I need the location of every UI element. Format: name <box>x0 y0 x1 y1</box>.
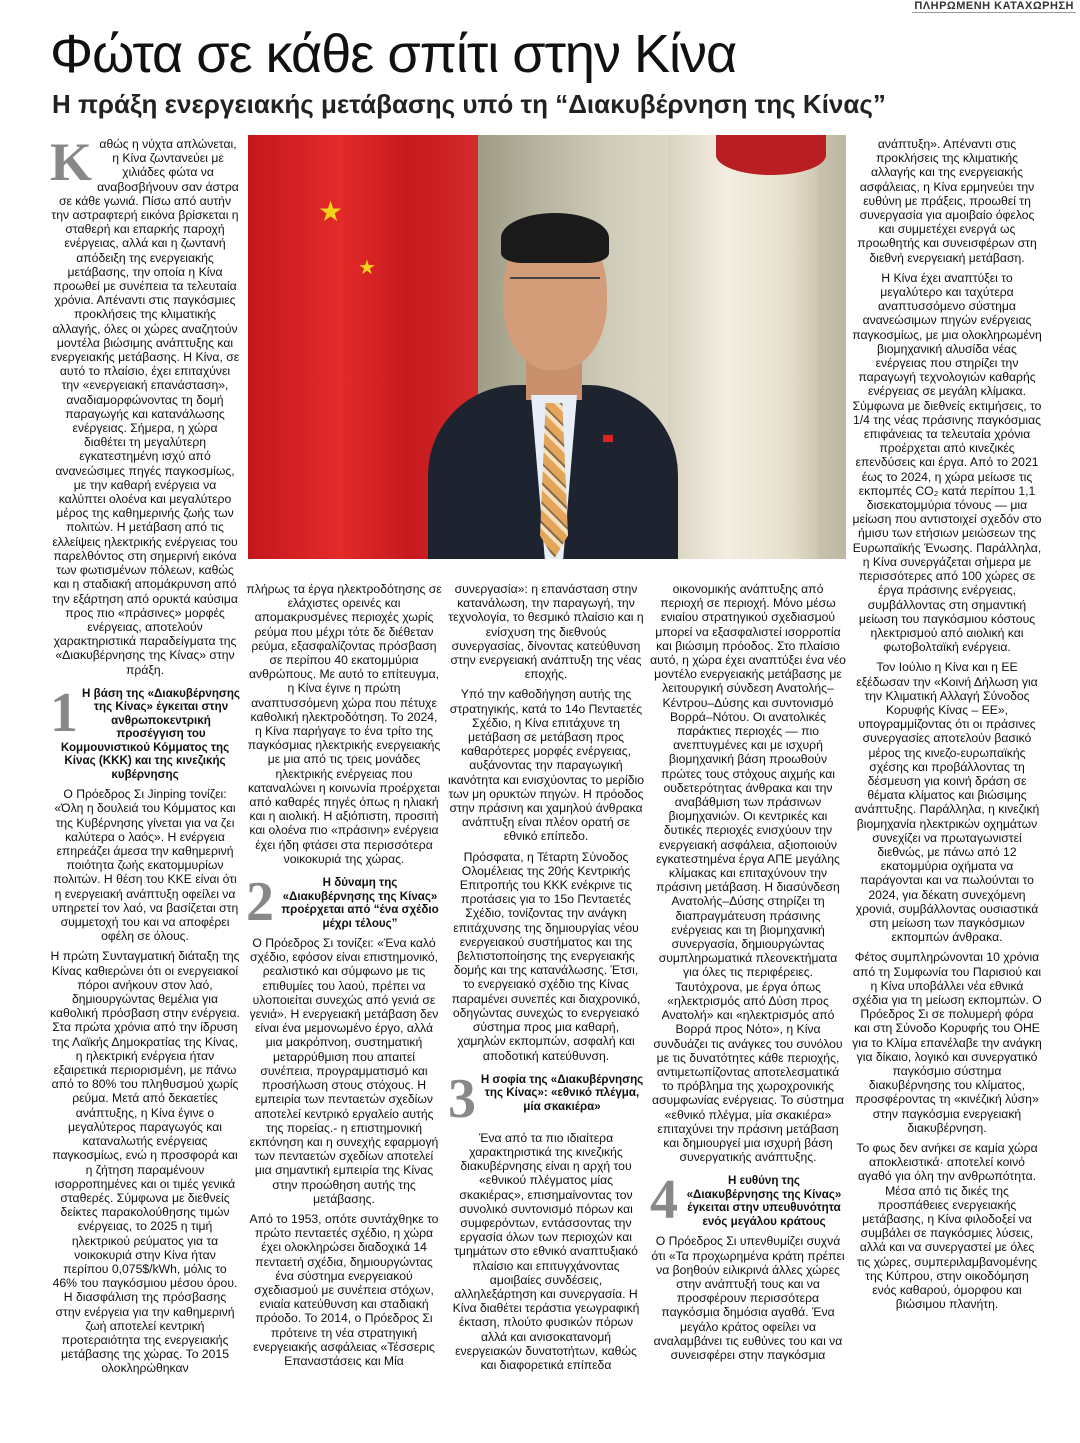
glasses-icon <box>510 277 600 297</box>
body-paragraph: Υπό την καθοδήγηση αυτής της στρατηγικής, κατά το 14ο Πενταετές Σχέδιο, η Κίνα επιτάχυνε τη μετάβαση σε μετάβαση προς καθαρότερες μορφές ενέργειας, αυξάνοντας την παραγωγική ικανότητα και ενισχύοντας το μερίδιο των μη ορυκτών πηγών. Η πρόοδος στην πράσινη και χαμηλού άνθρακα ανάπτυξη είναι πλέον ορατή σε εθνικό επίπεδο. <box>448 687 644 844</box>
paid-advertisement-tag: ΠΛΗΡΩΜΕΝΗ ΚΑΤΑΧΩΡΗΣΗ <box>914 0 1074 12</box>
article-title: Φώτα σε κάθε σπίτι στην Κίνα <box>50 24 737 84</box>
flag-star-icon: ★ <box>318 196 344 227</box>
body-paragraph: Τον Ιούλιο η Κίνα και η ΕΕ εξέδωσαν την «Κοινή Δήλωση για την Κλιματική Αλλαγή Σύνοδος Κορυφής Κίνας – ΕΕ», υπογραμμίζοντας ότι οι πράσινες συνεργασίες αποτελούν βασικό μέρος της κινεζο-ευρωπαϊκής σχέσης και προβάλλοντας τη δέσμευση για κοινή δράση σε θέματα κλίματος και βιώσιμης ανάπτυξης. Παράλληλα, η κινεζική βιομηχανία ηλεκτρικών οχημάτων συνεχίζει να πρωταγωνιστεί διεθνώς, με πάνω από 12 εκατομμύρια οχήματα να παράγονται και να πωλούνται το 2024, για δέκατη συνεχόμενη χρονιά, συμβάλλοντας ουσιαστικά στη μείωση των παγκόσμιων εκπομπών άνθρακα. <box>854 660 1040 945</box>
body-paragraph: Φέτος συμπληρώνονται 10 χρόνια από τη Συμφωνία του Παρισιού και η Κίνα υποβάλλει νέα εθνικά σχέδια για τη μείωση εκπομπών. Ο Πρόεδρος Σι σε πολυμερή φόρα και στη Σύνοδο Κορυφής του ΟΗΕ για το Κλίμα επανέλαβε την ανάγκη για δίκαιο, λογικό και συνεργατικό παγκόσμιο σύστημα διακυβέρνησης του κλίματος, προσφέροντας τη «κινέζική λύση» στην παγκόσμια ενεργειακή διακυβέρνηση. <box>852 950 1042 1135</box>
body-paragraph: πλήρως τα έργα ηλεκτροδότησης σε ελάχιστες ορεινές και απομακρυσμένες περιοχές χωρίς ρεύμα που μέχρι τότε δε διέθεταν ρεύμα, εξασφαλίζοντας πρόσβαση σε περίπου 40 εκατομμύρια ανθρώπους. Με αυτό το επίτευγμα, η Κίνα έγινε η πρώτη αναπτυσσόμενη χώρα που πέτυχε καθολική ηλεκτροδότηση. Το 2024, η Κίνα παρήγαγε το ένα τρίτο της παγκόσμιας ηλεκτρικής ενεργειακής με μια από τις τρεις μονάδες ηλεκτρικής ενέργειας που καταναλώνει η κοινωνία προέρχεται από καθαρές πηγές όπως η ηλιακή και η αιολική. Η αξιόπιστη, προσιτή και ολοένα πιο «πράσινη» ενέργεια έχει ήδη φτάσει στα περισσότερα νοικοκυριά της χώρας. <box>246 582 442 866</box>
body-paragraph: Ο Πρόεδρος Σι Jinping τονίζει: «Όλη η δουλειά του Κόμματος και της Κυβέρνησης γίνεται για να ζει καλύτερα ο λαός». Η ενέργεια επηρεάζει άμεσα την καθημερινή ποιότητα ζωής εκατομμυρίων πολιτών. Η θέση του ΚΚΕ είναι ότι η ενεργειακή ανάπτυξη οφείλει να υπηρετεί τον λαό, να βασίζεται στη συμμετοχή του και να αποφέρει οφέλη σε όλους. <box>51 787 239 944</box>
section-heading-text: Η ευθύνη της «Διακυβέρνησης της Κίνας» έγκειται στην υπευθυνότητα ενός μεγάλου κράτους <box>686 1174 842 1228</box>
section-number: 2 <box>246 876 274 931</box>
section-heading-text: Η βάση της «Διακυβέρνησης της Κίνας» έγκειται στην ανθρωποκεντρική προσέγγιση του Κομμουνιστικού Κόμματος της Κίνας (ΚΚΚ) και της κινεζικής κυβέρνησης <box>60 686 240 781</box>
flag-pin-icon <box>603 435 613 442</box>
section-heading <box>448 1073 644 1125</box>
ambassador-photo <box>248 135 846 559</box>
column-4 <box>650 582 846 1437</box>
column-2 <box>246 582 442 1437</box>
section-number: 3 <box>448 1072 476 1125</box>
section-heading-text: Η δύναμη της «Διακυβέρνησης της Κίνας» προέρχεται από “ένα σχέδιο μέχρι τέλους” <box>281 876 439 930</box>
person-hair <box>501 213 609 263</box>
section-number: 4 <box>650 1174 678 1229</box>
red-lantern-image <box>716 135 826 175</box>
cyprus-flag-image <box>668 135 818 559</box>
intro-paragraph <box>50 137 240 677</box>
section-heading <box>50 687 240 782</box>
body-paragraph: Η πρώτη Συνταγματική διάταξη της Κίνας καθιερώνει ότι οι ενεργειακοί πόροι ανήκουν στον λαό, δημιουργώντας θεμέλια για καθολική πρόσβαση στην ενέργεια. Στα πρώτα χρόνια από την ίδρυση της Λαϊκής Δημοκρατίας της Κίνας, η ηλεκτρική ενέργεια ήταν εξαιρετικά περιορισμένη, με πάνω από το 80% του πληθυσμού χωρίς ρεύμα. Μετά από δεκαετίες ανάπτυξης, η Κίνα έγινε ο μεγαλύτερος παραγωγός και καταναλωτής ενέργειας παγκοσμίως, ενώ η προσφορά και η ζήτηση παραμένουν ισορροπημένες και οι τιμές γενικά σταθερές. Σύμφωνα με διεθνείς δείκτες παρακολούθησης τιμών ενέργειας, το 2025 η τιμή ηλεκτρικού ρεύματος για τα νοικοκυριά στην Κίνα ήταν περίπου 0,075$/kWh, μόλις το 46% του παγκόσμιου μέσου όρου. Η διασφάλιση της πρόσβασης στην ενέργεια για την καθημερινή ζωή αποτελεί κεντρική προτεραιότητα της ενεργειακής μετάβασης της χώρας. Το 2015 ολοκληρώθηκαν <box>50 949 240 1376</box>
body-paragraph: Ο Πρόεδρος Σι υπενθυμίζει συχνά ότι «Τα προχωρημένα κράτη πρέπει να βοηθούν ειλικρινά άλλες χώρες στην ανάπτυξή τους και να προσφέρουν περισσότερα παγκόσμια δημόσια αγαθά. Ένα μεγάλο κράτος οφείλει να αναλαμβάνει τις ευθύνες του και να συνεισφέρει στην παγκόσμια <box>651 1234 845 1362</box>
body-paragraph: Το φως δεν ανήκει σε καμία χώρα αποκλειστικά· αποτελεί κοινό αγαθό για όλη την ανθρωπότητα. Μέσα από τις δικές της προσπάθειες ενεργειακής μετάβασης, η Κίνα φιλοδοξεί να συμβάλει σε παγκόσμιες λύσεις, αλλά και να συνεργαστεί με όλες τις χώρες, συμπεριλαμβανομένης της Κύπρου, στην οικοδόμηση ενός καθαρού, όμορφου και βιώσιμου πλανήτη. <box>856 1141 1038 1312</box>
body-paragraph: ανάπτυξη». Απέναντι στις προκλήσεις της κλιματικής αλλαγής και της ενεργειακής ασφάλειας, η Κίνα ερμηνεύει την ευθύνη με πράξεις, προωθεί τη συνεργασία για αμοιβαίο όφελος και συμμετέχει ενεργά ως προωθητής και συνεισφέρων στη διεθνή ενεργειακή μετάβαση. <box>857 137 1037 265</box>
body-paragraph: Πρόσφατα, η Τέταρτη Σύνοδος Ολομέλειας της 20ής Κεντρικής Επιτροπής του ΚΚΚ ενέκρινε τις προτάσεις για το 15ο Πενταετές Σχέδιο, τονίζοντας την ανάγκη επιτάχυνσης της δημιουργίας νέου ενεργειακού συστήματος και της βελτιστοποίησης της ενεργειακής δομής και της κατανάλωσης. Έτσι, το ενεργειακό σχέδιο της Κίνας παραμένει συνεπές και διαχρονικό, οδηγώντας συνεχώς το ενεργειακό σύστημα προς μια καθαρή, χαμηλών εκπομπών, ασφαλή και αποδοτική κατεύθυνση. <box>451 849 641 1063</box>
body-paragraph: Ο Πρόεδρος Σι τονίζει: «Ένα καλό σχέδιο, εφόσον είναι επιστημονικό, ρεαλιστικό και σύμφωνο με τις επιθυμίες του λαού, πρέπει να υλοποιείται συνεχώς από γενιά σε γενιά». Η ενεργειακή μετάβαση δεν είναι ένα μεμονωμένο έργο, αλλά μια μακρόπνοη, συστηματική μεταρρύθμιση που απαιτεί συνέπεια, προγραμματισμό και προσήλωση στους στόχους. Η εμπειρία των πενταετών σχεδίων αποτελεί κεντρικό εργαλείο αυτής της πορείας.- η επιστημονική εκπόνηση και η συνεχής εφαρμογή των πενταετών σχεδίων αποτελεί μια σημαντική εμπειρία της Κίνας στην προώθηση αυτής της μετάβασης. <box>249 936 439 1206</box>
column-3 <box>448 582 644 1437</box>
article-subtitle: Η πράξη ενεργειακής μετάβασης υπό τη “Διακυβέρνηση της Κίνας” <box>52 89 886 119</box>
body-paragraph: Από το 1953, οπότε συντάχθηκε το πρώτο πενταετές σχέδιο, η χώρα έχει ολοκληρώσει διαδοχικά 14 πενταετή σχέδια, δημιουργώντας ένα σύστημα ενεργειακού σχεδιασμού με συνέπεια στόχων, ενιαία κατεύθυνση και σταδιακή πρόοδο. Το 2014, ο Πρόεδρος Σι πρότεινε τη νέα στρατηγική ενεργειακής ασφάλειας «Τέσσερις Επαναστάσεις και Μία <box>249 1211 439 1368</box>
body-paragraph: Η Κίνα έχει αναπτύξει το μεγαλύτερο και ταχύτερα αναπτυσσόμενο σύστημα ανανεώσιμων πηγών ενέργειας παγκοσμίως, με μια ολοκληρωμένη βιομηχανική αλυσίδα νέας ενέργειας που στηρίζει την παραγωγή τεχνολογιών καθαρής ενέργειας σε μεγάλη κλίμακα. Σύμφωνα με διεθνείς εκτιμήσεις, το 1/4 της νέας πράσινης παγκόσμιας επιφάνειας τα τελευταία χρόνια προέρχεται από κινεζικές επενδύσεις και έργα. Από το 2021 έως το 2024, η χώρα μείωσε τις εκπομπές CO₂ κατά περίπου 1,1 δισεκατομμύρια τόνους — μια μείωση που αντιστοιχεί σχεδόν στο ήμισυ των ετήσιων μειώσεων της Ευρωπαϊκής Ένωσης. Παράλληλα, η Κίνα συνεργάζεται σήμερα με περισσότερες από 100 χώρες σε έργα πράσινης ενέργειας, συμβάλλοντας στη σημαντική μείωση του παγκόσμιου κόστους ηλεκτρισμού από αιολική και φωτοβολταϊκή ενέργεια. <box>852 270 1042 655</box>
section-heading <box>650 1174 846 1228</box>
column-5 <box>852 137 1042 1437</box>
body-paragraph: οικονομικής ανάπτυξης από περιοχή σε περιοχή. Μόνο μέσω ενιαίου στρατηγικού σχεδιασμού μπορεί να εξασφαλιστεί ισορροπία και βιώσιμη πρόοδος. Στο πλαίσιο αυτό, η χώρα έχει αναπτύξει ένα νέο μοντέλο ενεργειακής μετάβασης με λειτουργική σύνδεση Ανατολής–Κέντρου–Δύσης και συντονισμό Βορρά–Νότου. Οι ανατολικές παράκτιες περιοχές — πιο ανεπτυγμένες και με ισχυρή βιομηχανική βάση προωθούν πρώτες τους στόχους αιχμής και ουδετερότητας άνθρακα και την αναβάθμιση των πράσινων βιομηχανιών. Οι κεντρικές και δυτικές περιοχές ενισχύουν την ενεργειακή ασφάλεια, αξιοποιούν εγκατεστημένα έργα ΑΠΕ μεγάλης κλίμακας και επιταχύνουν την πράσινη μετάβαση. Η διασύνδεση Ανατολής–Δύσης στηρίζει τη διαπραγμάτευση πράσινης ενέργειας και τη βιομηχανική συνεργασία, δημιουργώντας συμπληρωματικά πλεονεκτήματα για όλες τις περιφέρειες. Ταυτόχρονα, με έργα όπως «ηλεκτρισμός από Δύση προς Ανατολή» και «ηλεκτρισμός από Βορρά προς Νότο», η Κίνα συνδυάζει τις ανάγκες του συνόλου με τις δυνατότητες κάθε περιοχής, αντιμετωπίζοντας αποτελεσματικά το πρόβλημα της χωροχρονικής ασυμφωνίας ενέργειας. Το σύστημα «εθνικό πλέγμα, μία σκακιέρα» επιταχύνει την πράσινη μετάβαση και δημιουργεί μια ισχυρή βάση συνεργατικής ανάπτυξης. <box>650 582 846 1165</box>
flag-star-icon: ★ <box>358 257 376 279</box>
body-paragraph: Ένα από τα πιο ιδιαίτερα χαρακτηριστικά της κινεζικής διακυβέρνησης είναι η αρχή του «εθνικού πλέγματος μίας σκακιέρας», επισημαίνοντας τον συνολικό συντονισμό πόρων και συμφερόντων, εντάσσοντας την εργασία όλων των περιοχών και τμημάτων στο εθνικό αναπτυξιακό πλαίσιο και επιτυγχάνοντας αμοιβαίες συνδέσεις, αλληλεξάρτηση και συνεργασία. Η Κίνα διαθέτει τεράστια γεωγραφική έκταση, πλούτο φυσικών πόρων αλλά και ανισοκατανομή ενεργειακών δυνατοτήτων, καθώς και διαφορετικά επίπεδα <box>452 1130 640 1372</box>
column-1 <box>50 137 240 1437</box>
intro-text: αθώς η νύχτα απλώνεται, η Κίνα ζωντανεύει με χιλιάδες φώτα να αναβοσβήνουν σαν άστρα σε κάθε γωνιά. Πίσω από αυτήν την αστραφτερή εικόνα βρίσκεται η σταθερή και επαρκής παροχή ενέργειας, αλλά και η ζωντανή απόδειξη της ενεργειακής μετάβασης, την οποία η Κίνα προωθεί με συνέπεια τα τελευταία χρόνια. Απέναντι στις παγκόσμιες προκλήσεις της κλιματικής αλλαγής, όλες οι χώρες αναζητούν μοντέλα βιώσιμης ανάπτυξης και ενεργειακής μετάβασης. Η Κίνα, σε αυτό το πλαίσιο, έχει επιταχύνει την «ενεργειακή επανάσταση», αναδιαμορφώνοντας τη δομή παραγωγής και κατανάλωσης ενέργειας. Σήμερα, η χώρα διαθέτει τη μεγαλύτερη εγκατεστημένη ισχύ από ανανεώσιμες πηγές παγκοσμίως, με την καθαρή ενέργεια να καλύπτει ολοένα και μεγαλύτερο μέρος της καθημερινής ζωής των πολιτών. Η μετάβαση από τις ελλείψεις ηλεκτρικής ενέργειας του παρελθόντος στη σημερινή εικόνα των φωτισμένων πόλεων, καθώς και η σταδιακή απομάκρυνση από την εξάρτηση από ορυκτά καύσιμα προς πιο «πράσινες» μορφές ενέργειας, αποτελούν χαρακτηριστικά παραδείγματα της «Διακυβέρνησης της Κίνας» στην πράξη. <box>50 137 240 677</box>
section-heading <box>246 876 442 930</box>
section-number: 1 <box>50 686 78 744</box>
section-heading-text: Η σοφία της «Διακυβέρνησης της Κίνας»: «εθνικό πλέγμα, μία σκακιέρα» <box>480 1072 644 1113</box>
drop-cap: Κ <box>50 137 93 192</box>
body-paragraph: συνεργασία»: η επανάσταση στην κατανάλωση, την παραγωγή, την τεχνολογία, το θεσμικό πλαίσιο και η ενίσχυση της διεθνούς συνεργασίας, δίνοντας κατεύθυνση στην ενεργειακή ανάπτυξη της νέας εποχής. <box>448 582 644 682</box>
